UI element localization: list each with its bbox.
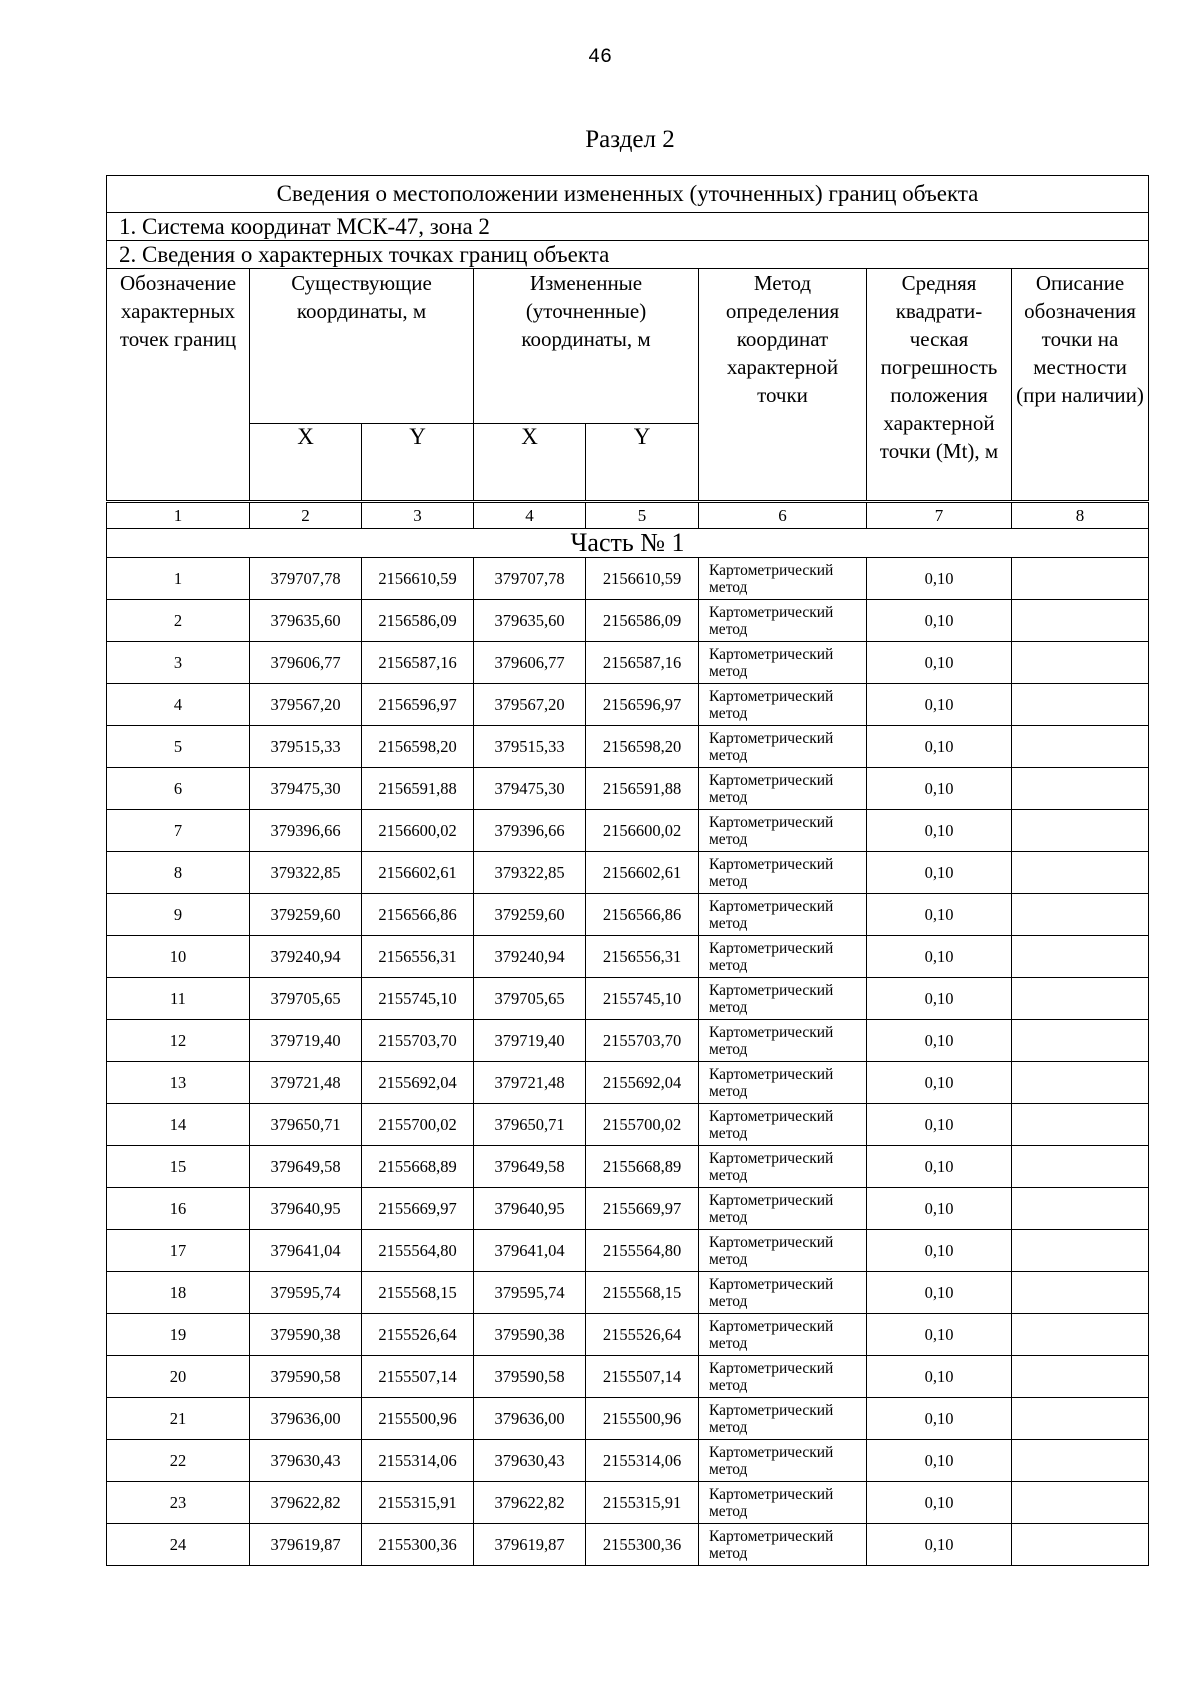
- method-cell: Картометрический метод: [699, 1398, 867, 1440]
- mean-error-cell: 0,10: [867, 1524, 1012, 1566]
- table-row: [107, 1020, 1149, 1062]
- description-cell: [1012, 684, 1149, 726]
- changed-y-cell: 2156556,31: [586, 936, 699, 978]
- point-number-cell: 7: [107, 810, 250, 852]
- method-cell: Картометрический метод: [699, 1188, 867, 1230]
- point-number-cell: 19: [107, 1314, 250, 1356]
- table-row: [107, 1272, 1149, 1314]
- method-cell: Картометрический метод: [699, 1230, 867, 1272]
- existing-x-cell: 379641,04: [250, 1230, 362, 1272]
- method-cell: Картометрический метод: [699, 1020, 867, 1062]
- method-cell: Картометрический метод: [699, 852, 867, 894]
- point-number-cell: 11: [107, 978, 250, 1020]
- changed-y-cell: 2155564,80: [586, 1230, 699, 1272]
- changed-x-cell: 379707,78: [474, 558, 586, 600]
- point-number-cell: 3: [107, 642, 250, 684]
- description-cell: [1012, 1188, 1149, 1230]
- changed-y-cell: 2156586,09: [586, 600, 699, 642]
- changed-x-cell: 379240,94: [474, 936, 586, 978]
- description-cell: [1012, 1062, 1149, 1104]
- column-number: 2: [250, 502, 362, 529]
- header-existing-x: X: [250, 424, 362, 502]
- point-number-cell: 4: [107, 684, 250, 726]
- mean-error-cell: 0,10: [867, 852, 1012, 894]
- existing-x-cell: 379240,94: [250, 936, 362, 978]
- description-cell: [1012, 1398, 1149, 1440]
- existing-x-cell: 379636,00: [250, 1398, 362, 1440]
- changed-y-cell: 2155668,89: [586, 1146, 699, 1188]
- changed-x-cell: 379567,20: [474, 684, 586, 726]
- changed-x-cell: 379619,87: [474, 1524, 586, 1566]
- existing-x-cell: 379719,40: [250, 1020, 362, 1062]
- points-info-heading: 2. Сведения о характерных точках границ объекта: [107, 241, 1149, 269]
- table-row: [107, 978, 1149, 1020]
- mean-error-cell: 0,10: [867, 936, 1012, 978]
- table-row: [107, 558, 1149, 600]
- existing-x-cell: 379567,20: [250, 684, 362, 726]
- method-cell: Картометрический метод: [699, 1272, 867, 1314]
- table-row: [107, 1314, 1149, 1356]
- table-row: [107, 768, 1149, 810]
- existing-y-cell: 2156602,61: [362, 852, 474, 894]
- existing-y-cell: 2155500,96: [362, 1398, 474, 1440]
- existing-y-cell: 2155703,70: [362, 1020, 474, 1062]
- point-number-cell: 12: [107, 1020, 250, 1062]
- point-number-cell: 2: [107, 600, 250, 642]
- method-cell: Картометрический метод: [699, 642, 867, 684]
- existing-x-cell: 379630,43: [250, 1440, 362, 1482]
- point-number-cell: 20: [107, 1356, 250, 1398]
- column-number: 5: [586, 502, 699, 529]
- mean-error-cell: 0,10: [867, 894, 1012, 936]
- point-number-cell: 17: [107, 1230, 250, 1272]
- mean-error-cell: 0,10: [867, 1188, 1012, 1230]
- column-number: 1: [107, 502, 250, 529]
- existing-x-cell: 379259,60: [250, 894, 362, 936]
- method-cell: Картометрический метод: [699, 558, 867, 600]
- existing-x-cell: 379396,66: [250, 810, 362, 852]
- method-cell: Картометрический метод: [699, 978, 867, 1020]
- existing-y-cell: 2155526,64: [362, 1314, 474, 1356]
- changed-x-cell: 379705,65: [474, 978, 586, 1020]
- description-cell: [1012, 600, 1149, 642]
- description-cell: [1012, 852, 1149, 894]
- point-number-cell: 9: [107, 894, 250, 936]
- existing-x-cell: 379705,65: [250, 978, 362, 1020]
- description-cell: [1012, 936, 1149, 978]
- table-row: [107, 726, 1149, 768]
- table-row: [107, 1188, 1149, 1230]
- boundary-points-table: [106, 175, 1149, 1566]
- existing-y-cell: 2155668,89: [362, 1146, 474, 1188]
- existing-y-cell: 2155745,10: [362, 978, 474, 1020]
- table-row: [107, 1398, 1149, 1440]
- existing-x-cell: 379640,95: [250, 1188, 362, 1230]
- existing-y-cell: 2156610,59: [362, 558, 474, 600]
- existing-x-cell: 379635,60: [250, 600, 362, 642]
- coordinate-system: 1. Система координат МСК-47, зона 2: [107, 213, 1149, 241]
- existing-y-cell: 2156587,16: [362, 642, 474, 684]
- changed-y-cell: 2155703,70: [586, 1020, 699, 1062]
- mean-error-cell: 0,10: [867, 1230, 1012, 1272]
- header-changed-x: X: [474, 424, 586, 502]
- table-row: [107, 600, 1149, 642]
- description-cell: [1012, 1356, 1149, 1398]
- existing-y-cell: 2155314,06: [362, 1440, 474, 1482]
- existing-y-cell: 2155564,80: [362, 1230, 474, 1272]
- method-cell: Картометрический метод: [699, 1314, 867, 1356]
- page-number: 46: [587, 46, 612, 69]
- changed-x-cell: 379636,00: [474, 1398, 586, 1440]
- header-existing-y: Y: [362, 424, 474, 502]
- method-cell: Картометрический метод: [699, 810, 867, 852]
- point-number-cell: 6: [107, 768, 250, 810]
- header-method: Метод определения координат характерной точки: [699, 269, 867, 502]
- mean-error-cell: 0,10: [867, 1482, 1012, 1524]
- description-cell: [1012, 894, 1149, 936]
- column-number: 7: [867, 502, 1012, 529]
- description-cell: [1012, 1146, 1149, 1188]
- header-mean-error: Средняя квадрати-ческая погрешность положения характерной точки (Mt), м: [867, 269, 1012, 502]
- changed-y-cell: 2155568,15: [586, 1272, 699, 1314]
- changed-y-cell: 2155669,97: [586, 1188, 699, 1230]
- method-cell: Картометрический метод: [699, 936, 867, 978]
- changed-y-cell: 2155745,10: [586, 978, 699, 1020]
- method-cell: Картометрический метод: [699, 1146, 867, 1188]
- column-number: 6: [699, 502, 867, 529]
- existing-y-cell: 2156591,88: [362, 768, 474, 810]
- changed-x-cell: 379590,58: [474, 1356, 586, 1398]
- changed-x-cell: 379721,48: [474, 1062, 586, 1104]
- existing-y-cell: 2155315,91: [362, 1482, 474, 1524]
- changed-x-cell: 379590,38: [474, 1314, 586, 1356]
- existing-y-cell: 2156596,97: [362, 684, 474, 726]
- point-number-cell: 5: [107, 726, 250, 768]
- table-row: [107, 1062, 1149, 1104]
- point-number-cell: 1: [107, 558, 250, 600]
- changed-y-cell: 2155315,91: [586, 1482, 699, 1524]
- description-cell: [1012, 1230, 1149, 1272]
- point-number-cell: 10: [107, 936, 250, 978]
- mean-error-cell: 0,10: [867, 642, 1012, 684]
- changed-y-cell: 2156591,88: [586, 768, 699, 810]
- mean-error-cell: 0,10: [867, 1440, 1012, 1482]
- existing-y-cell: 2155568,15: [362, 1272, 474, 1314]
- mean-error-cell: 0,10: [867, 1272, 1012, 1314]
- changed-x-cell: 379630,43: [474, 1440, 586, 1482]
- header-changed-coordinates: Измененные (уточненные) координаты, м: [474, 269, 699, 424]
- method-cell: Картометрический метод: [699, 684, 867, 726]
- table-row: [107, 852, 1149, 894]
- existing-x-cell: 379322,85: [250, 852, 362, 894]
- table-row: [107, 1440, 1149, 1482]
- changed-x-cell: 379650,71: [474, 1104, 586, 1146]
- method-cell: Картометрический метод: [699, 768, 867, 810]
- changed-y-cell: 2156602,61: [586, 852, 699, 894]
- description-cell: [1012, 1314, 1149, 1356]
- description-cell: [1012, 1524, 1149, 1566]
- mean-error-cell: 0,10: [867, 1398, 1012, 1440]
- changed-y-cell: 2155507,14: [586, 1356, 699, 1398]
- changed-x-cell: 379515,33: [474, 726, 586, 768]
- table-row: [107, 810, 1149, 852]
- changed-x-cell: 379396,66: [474, 810, 586, 852]
- point-number-cell: 16: [107, 1188, 250, 1230]
- point-number-cell: 13: [107, 1062, 250, 1104]
- existing-x-cell: 379707,78: [250, 558, 362, 600]
- changed-y-cell: 2156598,20: [586, 726, 699, 768]
- existing-x-cell: 379606,77: [250, 642, 362, 684]
- description-cell: [1012, 1482, 1149, 1524]
- table-row: [107, 1356, 1149, 1398]
- table-row: [107, 1482, 1149, 1524]
- mean-error-cell: 0,10: [867, 726, 1012, 768]
- mean-error-cell: 0,10: [867, 684, 1012, 726]
- changed-y-cell: 2155692,04: [586, 1062, 699, 1104]
- changed-y-cell: 2155314,06: [586, 1440, 699, 1482]
- changed-y-cell: 2156610,59: [586, 558, 699, 600]
- section-title: Раздел 2: [585, 126, 675, 153]
- point-number-cell: 8: [107, 852, 250, 894]
- existing-y-cell: 2156600,02: [362, 810, 474, 852]
- existing-x-cell: 379721,48: [250, 1062, 362, 1104]
- method-cell: Картометрический метод: [699, 1104, 867, 1146]
- description-cell: [1012, 768, 1149, 810]
- changed-x-cell: 379259,60: [474, 894, 586, 936]
- point-number-cell: 23: [107, 1482, 250, 1524]
- method-cell: Картометрический метод: [699, 1524, 867, 1566]
- table-title: Сведения о местоположении измененных (уточненных) границ объекта: [107, 176, 1149, 213]
- changed-y-cell: 2155300,36: [586, 1524, 699, 1566]
- point-number-cell: 14: [107, 1104, 250, 1146]
- point-number-cell: 18: [107, 1272, 250, 1314]
- point-number-cell: 24: [107, 1524, 250, 1566]
- description-cell: [1012, 1440, 1149, 1482]
- existing-x-cell: 379649,58: [250, 1146, 362, 1188]
- table-row: [107, 684, 1149, 726]
- part-label: Часть № 1: [107, 529, 1149, 558]
- column-number: 8: [1012, 502, 1149, 529]
- header-changed-y: Y: [586, 424, 699, 502]
- changed-y-cell: 2155700,02: [586, 1104, 699, 1146]
- mean-error-cell: 0,10: [867, 1356, 1012, 1398]
- changed-y-cell: 2155500,96: [586, 1398, 699, 1440]
- existing-y-cell: 2156598,20: [362, 726, 474, 768]
- mean-error-cell: 0,10: [867, 1146, 1012, 1188]
- existing-x-cell: 379590,38: [250, 1314, 362, 1356]
- header-point-designation: Обозначение характерных точек границ: [107, 269, 250, 502]
- existing-y-cell: 2156566,86: [362, 894, 474, 936]
- description-cell: [1012, 1272, 1149, 1314]
- method-cell: Картометрический метод: [699, 894, 867, 936]
- mean-error-cell: 0,10: [867, 1314, 1012, 1356]
- header-existing-coordinates: Существующие координаты, м: [250, 269, 474, 424]
- mean-error-cell: 0,10: [867, 768, 1012, 810]
- description-cell: [1012, 1104, 1149, 1146]
- changed-x-cell: 379606,77: [474, 642, 586, 684]
- mean-error-cell: 0,10: [867, 558, 1012, 600]
- mean-error-cell: 0,10: [867, 810, 1012, 852]
- mean-error-cell: 0,10: [867, 1020, 1012, 1062]
- description-cell: [1012, 1020, 1149, 1062]
- point-number-cell: 22: [107, 1440, 250, 1482]
- existing-x-cell: 379650,71: [250, 1104, 362, 1146]
- existing-x-cell: 379515,33: [250, 726, 362, 768]
- method-cell: Картометрический метод: [699, 1440, 867, 1482]
- method-cell: Картометрический метод: [699, 726, 867, 768]
- existing-x-cell: 379475,30: [250, 768, 362, 810]
- changed-x-cell: 379322,85: [474, 852, 586, 894]
- existing-x-cell: 379622,82: [250, 1482, 362, 1524]
- table-row: [107, 894, 1149, 936]
- existing-y-cell: 2156556,31: [362, 936, 474, 978]
- method-cell: Картометрический метод: [699, 1482, 867, 1524]
- changed-y-cell: 2156596,97: [586, 684, 699, 726]
- table-row: [107, 642, 1149, 684]
- existing-y-cell: 2155669,97: [362, 1188, 474, 1230]
- description-cell: [1012, 810, 1149, 852]
- changed-y-cell: 2155526,64: [586, 1314, 699, 1356]
- changed-y-cell: 2156600,02: [586, 810, 699, 852]
- changed-x-cell: 379622,82: [474, 1482, 586, 1524]
- description-cell: [1012, 726, 1149, 768]
- column-numbers-row: [107, 502, 1149, 529]
- table-row: [107, 936, 1149, 978]
- existing-y-cell: 2155700,02: [362, 1104, 474, 1146]
- description-cell: [1012, 978, 1149, 1020]
- table-row: [107, 1104, 1149, 1146]
- existing-y-cell: 2156586,09: [362, 600, 474, 642]
- changed-x-cell: 379475,30: [474, 768, 586, 810]
- existing-x-cell: 379595,74: [250, 1272, 362, 1314]
- changed-x-cell: 379635,60: [474, 600, 586, 642]
- method-cell: Картометрический метод: [699, 1062, 867, 1104]
- header-description: Описание обозначения точки на местности (при наличии): [1012, 269, 1149, 502]
- existing-y-cell: 2155300,36: [362, 1524, 474, 1566]
- description-cell: [1012, 558, 1149, 600]
- description-cell: [1012, 642, 1149, 684]
- method-cell: Картометрический метод: [699, 1356, 867, 1398]
- changed-x-cell: 379719,40: [474, 1020, 586, 1062]
- method-cell: Картометрический метод: [699, 600, 867, 642]
- changed-x-cell: 379641,04: [474, 1230, 586, 1272]
- table-row: [107, 1230, 1149, 1272]
- column-number: 4: [474, 502, 586, 529]
- existing-y-cell: 2155507,14: [362, 1356, 474, 1398]
- existing-x-cell: 379619,87: [250, 1524, 362, 1566]
- changed-x-cell: 379649,58: [474, 1146, 586, 1188]
- column-number: 3: [362, 502, 474, 529]
- changed-x-cell: 379595,74: [474, 1272, 586, 1314]
- table-row: [107, 1146, 1149, 1188]
- point-number-cell: 15: [107, 1146, 250, 1188]
- changed-y-cell: 2156587,16: [586, 642, 699, 684]
- mean-error-cell: 0,10: [867, 978, 1012, 1020]
- existing-x-cell: 379590,58: [250, 1356, 362, 1398]
- mean-error-cell: 0,10: [867, 1104, 1012, 1146]
- mean-error-cell: 0,10: [867, 1062, 1012, 1104]
- point-number-cell: 21: [107, 1398, 250, 1440]
- changed-x-cell: 379640,95: [474, 1188, 586, 1230]
- table-row: [107, 1524, 1149, 1566]
- changed-y-cell: 2156566,86: [586, 894, 699, 936]
- mean-error-cell: 0,10: [867, 600, 1012, 642]
- existing-y-cell: 2155692,04: [362, 1062, 474, 1104]
